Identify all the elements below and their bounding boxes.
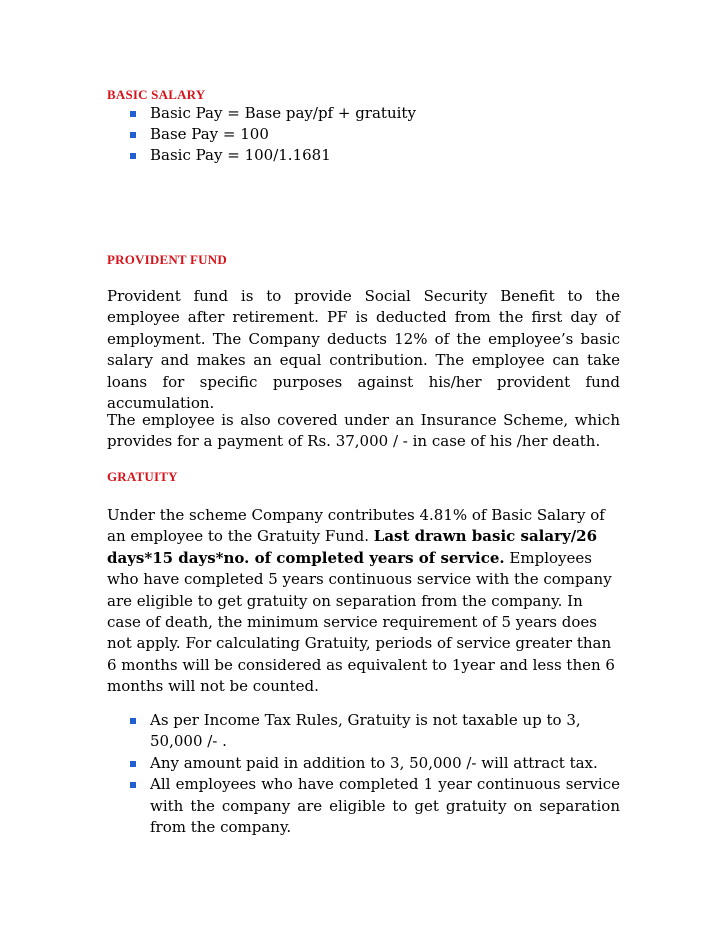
square-bullet-icon (130, 111, 136, 117)
list-item: Base Pay = 100 (150, 124, 620, 145)
gratuity-paragraph: Under the scheme Company contributes 4.81% of Basic Salary of an employee to the Gratuity Fund. Last drawn basic salary/26 days*15 days*no. of completed years of service. Employees who have completed 5 years continuous service with the company are eligible to get gratuity on separation from the company. In case of death, the minimum service requirement of 5 years does not apply. For calculating Gratuity, periods of service greater than 6 months will be considered as equivalent to 1year and less then 6 months will not be counted. (107, 506, 615, 696)
square-bullet-icon (130, 153, 136, 159)
list-item: Basic Pay = Base pay/pf + gratuity (150, 103, 620, 124)
gratuity-formula: Last drawn basic salary/26 days*15 days*no. of completed years of service. (107, 527, 598, 567)
list-item: Basic Pay = 100/1.1681 (150, 145, 620, 166)
basic-salary-heading: BASIC SALARY (107, 87, 206, 102)
basic-salary-list (150, 103, 620, 166)
list-item: Any amount paid in addition to 3, 50,000 /- will attract tax. (150, 753, 620, 774)
gratuity-list (150, 710, 620, 838)
square-bullet-icon (130, 132, 136, 138)
square-bullet-icon (130, 782, 136, 788)
gratuity-heading: GRATUITY (107, 469, 178, 484)
insurance-paragraph: The employee is also covered under an Insurance Scheme, which provides for a payment of Rs. 37,000 / - in case of his /her death. (107, 411, 620, 451)
provident-fund-paragraph: Provident fund is to provide Social Security Benefit to the employee after retirement. PF is deducted from the first day of employment. The Company deducts 12% of the employee’s basic salary and makes an equal contribution. The employee can take loans for specific purposes against his/her provident fund accumulation. (107, 287, 620, 413)
square-bullet-icon (130, 718, 136, 724)
square-bullet-icon (130, 761, 136, 767)
provident-fund-heading: PROVIDENT FUND (107, 252, 227, 267)
list-item: As per Income Tax Rules, Gratuity is not taxable up to 3, 50,000 /- . (150, 710, 590, 753)
list-item: All employees who have completed 1 year continuous service with the company are eligible to get gratuity on separation from the company. (150, 774, 620, 838)
